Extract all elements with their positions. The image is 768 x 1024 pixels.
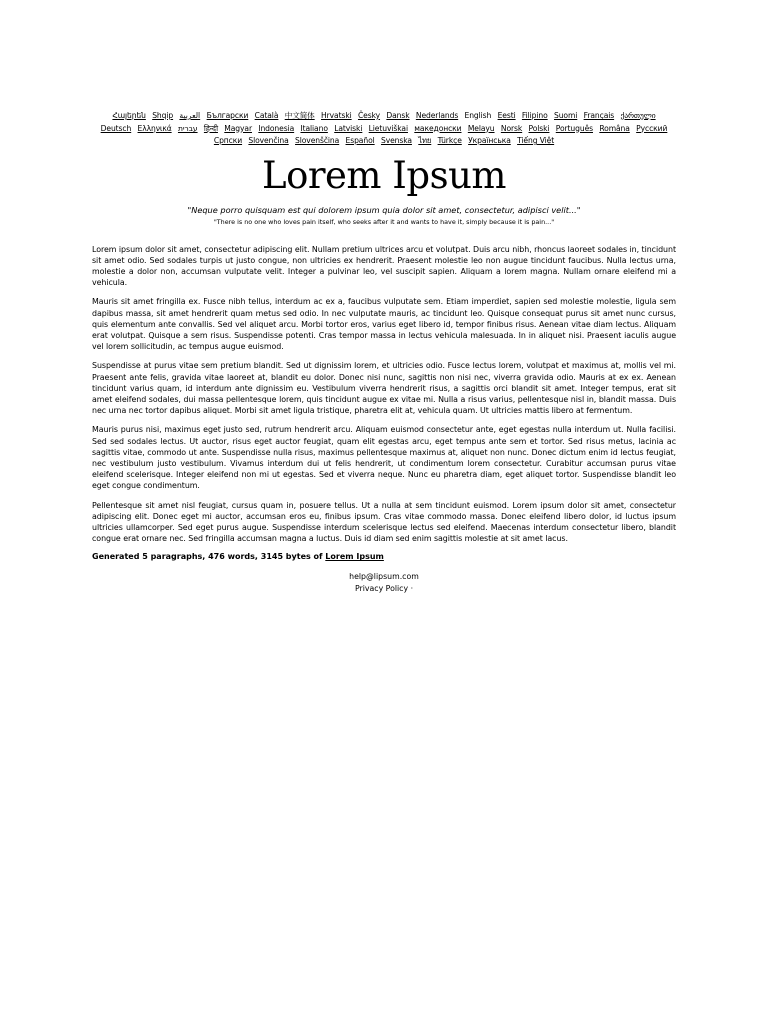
latin-quote: "Neque porro quisquam est qui dolorem ipsum quia dolor sit amet, consectetur, adipisci velit..."	[187, 204, 581, 215]
language-link[interactable]: Polski	[528, 123, 550, 133]
language-link[interactable]: Հայերեն	[112, 111, 146, 120]
language-link[interactable]: Français	[583, 111, 615, 120]
paragraph: Suspendisse at purus vitae sem pretium blandit. Sed ut dignissim lorem, et ultricies odio. Fusce lectus lorem, volutpat et maximus at, mollis vel mi. Praesent ante felis, gravida vitae laoreet at, blandit eu dolor. Donec nisi nunc, sagittis non nisi nec, viverra gravida odio. Mauris at ex ex. Aenean tincidunt varius quam, id interdum ante dignissim eu. Vestibulum viverra hendrerit risus, a sagittis orci blandit sit amet. Integer tempus, erat sit amet eleifend sodales, dui massa pellentesque lorem, quis tincidunt augue ex vitae mi. Nulla a risus varius, pellentesque nisl in, blandit massa. Duis nec urna nec tortor dapibus aliquet. Morbi sit amet ligula tristique, pharetra elit at, vehicula quam. Ut ultricies mattis libero at fermentum.	[92, 361, 676, 416]
footer	[92, 571, 676, 595]
paragraph: Pellentesque sit amet nisl feugiat, cursus quam in, posuere tellus. Ut a nulla at sem tincidunt euismod. Lorem ipsum dolor sit amet, consectetur adipiscing elit. Donec eget mi auctor, accumsan eros eu, finibus ipsum. Cras vitae commodo massa. Donec eleifend libero dolor, id luctus ipsum ultricies ullamcorper. Sed eget purus augue. Suspendisse interdum scelerisque lectus sed eleifend. Maecenas interdum consectetur libero, blandit congue erat ornare nec. Sed fringilla accumsan magna a luctus. Duis id diam sed enim sagittis molestie at sit amet lacus.	[92, 500, 676, 544]
language-link[interactable]: Tiếng Việt	[517, 136, 555, 145]
generated-summary	[92, 552, 676, 561]
language-link[interactable]: Norsk	[500, 123, 523, 133]
language-link[interactable]: Українська	[468, 136, 511, 145]
language-link[interactable]: Shqip	[152, 111, 174, 120]
language-link[interactable]: Italiano	[300, 123, 328, 133]
page-content	[92, 110, 676, 595]
language-link[interactable]: हिन्दी	[203, 123, 218, 133]
language-link[interactable]: Ελληνικά	[137, 123, 172, 133]
language-link[interactable]: Eesti	[497, 111, 516, 120]
language-link[interactable]: Slovenčina	[248, 136, 289, 145]
language-link[interactable]: Svenska	[380, 136, 412, 145]
lorem-ipsum-link[interactable]: Lorem Ipsum	[325, 552, 384, 562]
language-link[interactable]: Melayu	[467, 123, 495, 133]
privacy-policy-link[interactable]: Privacy Policy ·	[354, 584, 414, 594]
language-link[interactable]: Dansk	[386, 111, 410, 120]
language-link[interactable]: Latviski	[334, 123, 363, 133]
language-link[interactable]: עברית	[177, 123, 198, 133]
language-link[interactable]: Català	[254, 111, 279, 120]
site-logo: Lorem Ipsum	[262, 153, 506, 197]
language-link[interactable]: English	[464, 111, 492, 120]
language-link[interactable]: Filipino	[521, 111, 548, 120]
language-link[interactable]: Magyar	[224, 123, 252, 133]
language-links	[92, 110, 676, 148]
generated-text: Generated 5 paragraphs, 476 words, 3145 bytes of	[92, 552, 326, 562]
paragraph: Mauris sit amet fringilla ex. Fusce nibh tellus, interdum ac ex a, faucibus vulputate sem. Etiam imperdiet, sapien sed molestie molestie, ligula sem dapibus massa, sit amet hendrerit quam metus sed odio. In nec vulputate mauris, ac tincidunt leo. Quisque consequat purus sit amet nunc cursus, quis elementum ante convallis. Sed vel aliquet arcu. Morbi tortor eros, varius eget libero id, tempor finibus risus. Aenean vitae diam lectus. Aliquam erat volutpat. Quisque a sem risus. Suspendisse potenti. Cras tempor massa in lectus vehicula malesuada. In in aliquet nisi. Praesent iaculis augue vel lorem sollicitudin, ac tempus augue euismod.	[92, 297, 676, 352]
language-link[interactable]: Български	[206, 111, 249, 120]
language-link[interactable]: ქართული	[620, 111, 656, 120]
paragraph: Mauris purus nisi, maximus eget justo sed, rutrum hendrerit arcu. Aliquam euismod consectetur ante, eget egestas nulla interdum ut. Nulla facilisi. Sed sed sodales lectus. Ut auctor, risus eget auctor feugiat, quam elit egestas arcu, eget tempus ante sem et tortor. Sed risus metus, lacinia ac sagittis vitae, commodo ut ante. Suspendisse nulla risus, maximus pellentesque maximus at, aliquet non nunc. Donec dictum enim id lectus feugiat, nec vestibulum justo vestibulum. Vivamus interdum dui ut felis hendrerit, ut condimentum lorem consectetur. Curabitur accumsan purus vitae eleifend scelerisque. Integer eleifend non mi ut egestas. Sed et viverra neque. Nunc eu pharetra diam, eget aliquet tortor. Suspendisse blandit leo eget congue condimentum.	[92, 425, 676, 491]
language-link[interactable]: ไทย	[418, 136, 432, 145]
language-link[interactable]: Suomi	[553, 111, 578, 120]
footer-email[interactable]: help@lipsum.com	[349, 572, 419, 582]
lipsum-text	[92, 244, 676, 545]
language-link[interactable]: Deutsch	[100, 123, 132, 133]
language-link[interactable]: Româna	[599, 123, 630, 133]
language-link[interactable]: Nederlands	[415, 111, 459, 120]
language-link[interactable]: Lietuviškai	[368, 123, 408, 133]
language-link[interactable]: Српски	[213, 136, 243, 145]
language-link[interactable]: Česky	[357, 111, 381, 120]
language-link[interactable]: Português	[555, 123, 593, 133]
language-link[interactable]: Español	[345, 136, 375, 145]
paragraph: Lorem ipsum dolor sit amet, consectetur adipiscing elit. Nullam pretium ultrices arcu et volutpat. Duis arcu nibh, rhoncus laoreet sodales in, tincidunt sit amet odio. Sed sodales turpis ut justo congue, non ultricies ex hendrerit. Praesent molestie leo non augue tincidunt faucibus. Nulla lectus urna, molestie a dolor non, accumsan vulputate velit. Integer a pulvinar leo, vel suscipit sapien. Aliquam a lorem magna. Nullam ornare eleifend mi a vehicula.	[92, 244, 676, 288]
language-link[interactable]: Hrvatski	[321, 111, 352, 120]
language-link[interactable]: Slovenščina	[295, 136, 340, 145]
language-link[interactable]: Pyccкий	[636, 123, 668, 133]
language-link[interactable]: العربية	[179, 111, 201, 120]
language-link[interactable]: Indonesia	[258, 123, 295, 133]
language-link[interactable]: Türkçe	[437, 136, 462, 145]
language-link[interactable]: македонски	[414, 123, 462, 133]
english-quote: "There is no one who loves pain itself, who seeks after it and wants to have it, simply because it is pain..."	[213, 217, 555, 226]
language-link[interactable]: 中文简体	[284, 111, 315, 120]
